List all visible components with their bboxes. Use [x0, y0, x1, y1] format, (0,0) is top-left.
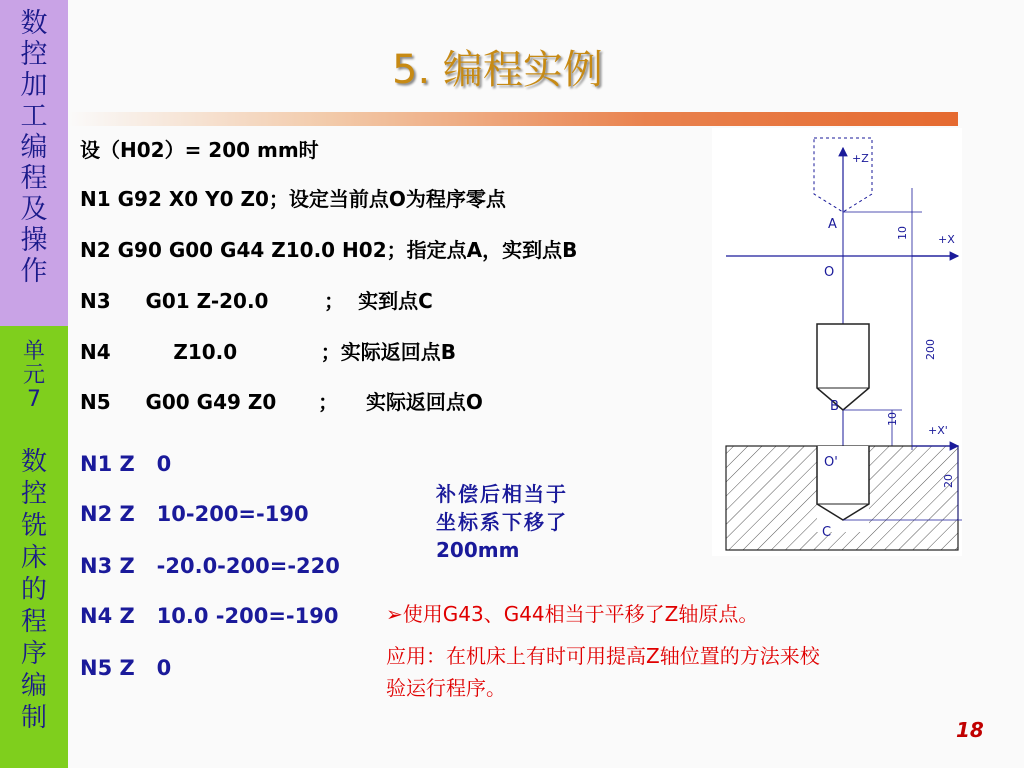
z-value-line: N4 Z 10.0 -200=-190 — [80, 604, 339, 628]
label-plus-x: +X — [938, 233, 955, 246]
program-line: N4 Z10.0 ；实际返回点B — [80, 340, 456, 364]
program-line: 设（H02）= 200 mm时 — [80, 138, 319, 162]
sidebar-char: 程 — [20, 607, 47, 637]
offset-note — [436, 480, 568, 564]
sidebar-char: 制 — [20, 703, 47, 733]
z-value-line: N5 Z 0 — [80, 656, 172, 680]
label-dim-10-bottom: 10 — [886, 412, 899, 426]
program-line: N3 G01 Z-20.0 ； 实到点C — [80, 289, 433, 313]
page-number: 18 — [956, 718, 984, 742]
label-point-a: A — [828, 217, 837, 232]
sidebar-char: 7 — [27, 387, 41, 412]
program-line: N2 G90 G00 G44 Z10.0 H02；指定点A，实到点B — [80, 238, 578, 262]
sidebar-char: 控 — [20, 479, 47, 509]
sidebar-char: 铣 — [20, 511, 47, 541]
note-line: 200mm — [436, 538, 520, 562]
z-value-line: N3 Z -20.0-200=-220 — [80, 554, 340, 578]
note-line: 补偿后相当于 — [436, 482, 568, 506]
label-dim-10-top: 10 — [896, 226, 909, 240]
sidebar-char: 单 — [22, 339, 45, 364]
sidebar-char: 及 — [20, 194, 48, 225]
slide-title: 5. 编程实例 — [392, 47, 603, 93]
program-line: N1 G92 X0 Y0 Z0；设定当前点O为程序零点 — [80, 187, 506, 211]
sidebar-char: 编 — [20, 671, 47, 701]
sidebar-char: 控 — [20, 39, 48, 70]
note-line: 坐标系下移了 — [436, 510, 568, 534]
title-divider — [68, 112, 958, 126]
sidebar-course-title — [0, 8, 68, 287]
label-point-c: C — [822, 525, 832, 540]
sidebar-char: 作 — [20, 256, 48, 287]
sidebar-char: 元 — [22, 363, 45, 388]
label-point-b: B — [830, 399, 839, 414]
z-value-line: N1 Z 0 — [80, 452, 172, 476]
sidebar-chapter-title — [0, 446, 68, 734]
sidebar-char: 的 — [20, 575, 47, 605]
diagram-svg — [712, 128, 962, 556]
sidebar-char: 床 — [20, 543, 47, 573]
sidebar-char: 序 — [20, 639, 47, 669]
sidebar-char: 数 — [20, 447, 47, 477]
sidebar-char: 操 — [20, 225, 48, 256]
sidebar-char: 编 — [20, 132, 48, 163]
usage-note: ➢使用G43、G44相当于平移了Z轴原点。 — [386, 602, 759, 626]
sidebar-char: 加 — [20, 70, 48, 101]
label-plus-x-prime: +X' — [928, 424, 948, 437]
label-plus-z: +Z — [852, 152, 869, 165]
sidebar-char: 工 — [20, 101, 48, 132]
sidebar-unit — [0, 340, 68, 412]
label-point-o-prime: O' — [824, 455, 838, 470]
tool-offset-diagram — [712, 128, 962, 556]
sidebar-char: 程 — [20, 163, 48, 194]
tool-body — [817, 324, 869, 410]
usage-note: 应用：在机床上有时可用提高Z轴位置的方法来校 — [386, 644, 820, 668]
z-value-line: N2 Z 10-200=-190 — [80, 502, 309, 526]
label-dim-20: 20 — [942, 474, 955, 488]
program-line: N5 G00 G49 Z0 ； 实际返回点O — [80, 390, 483, 414]
label-dim-200: 200 — [924, 339, 937, 360]
label-point-o: O — [824, 265, 835, 280]
sidebar-char: 数 — [20, 8, 48, 39]
usage-note: 验运行程序。 — [386, 676, 506, 700]
